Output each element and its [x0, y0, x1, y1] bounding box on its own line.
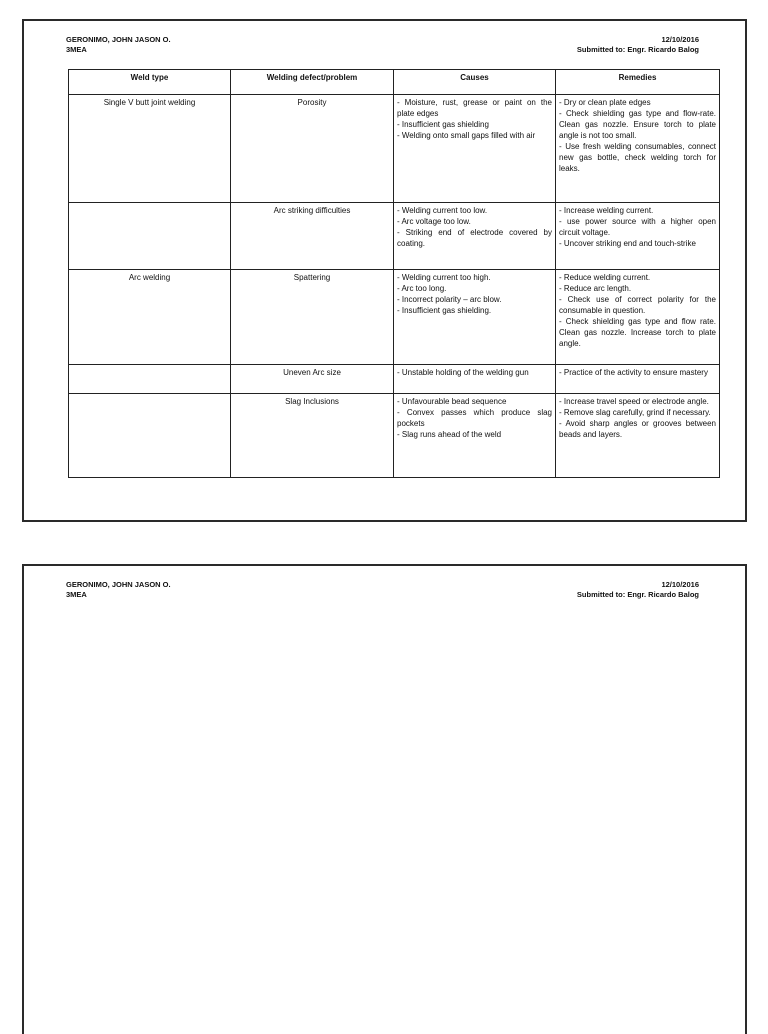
weld-type-cell	[69, 365, 231, 394]
remedy-item: - Remove slag carefully, grind if necessary.	[559, 408, 711, 417]
weld-type-cell: Single V butt joint welding	[69, 95, 231, 203]
cause-item: - Slag runs ahead of the weld	[397, 430, 502, 439]
defect-cell: Arc striking difficulties	[231, 203, 394, 270]
remedy-item: - Check use of correct polarity for the consumable in question.	[559, 295, 716, 315]
submission-date: 12/10/2016	[661, 35, 699, 44]
defect-cell: Slag Inclusions	[231, 394, 394, 478]
causes-cell	[394, 203, 556, 270]
defect-cell: Porosity	[231, 95, 394, 203]
defect-cell: Uneven Arc size	[231, 365, 394, 394]
submitted-to: Submitted to: Engr. Ricardo Balog	[576, 590, 699, 599]
remedies-cell	[556, 394, 720, 478]
document-page-2	[22, 564, 747, 1034]
causes-cell	[394, 394, 556, 478]
remedies-cell	[556, 203, 720, 270]
cause-item: - Arc voltage too low.	[397, 217, 471, 226]
defect-cell: Spattering	[231, 270, 394, 365]
column-header-remedies: Remedies	[556, 70, 720, 95]
remedy-item: - Reduce arc length.	[559, 284, 632, 293]
remedy-item: - Uncover striking end and touch-strike	[559, 239, 696, 248]
cause-item: - Unstable holding of the welding gun	[397, 368, 529, 377]
remedies-cell	[556, 95, 720, 203]
table-header-row	[69, 70, 720, 95]
causes-cell	[394, 95, 556, 203]
causes-cell	[394, 365, 556, 394]
column-header-causes: Causes	[394, 70, 556, 95]
remedy-item: - Increase welding current.	[559, 206, 654, 215]
header-left	[66, 580, 171, 600]
causes-cell	[394, 270, 556, 365]
column-header-weld-type: Weld type	[69, 70, 231, 95]
cause-item: - Unfavourable bead sequence	[397, 397, 507, 406]
table-row	[69, 270, 720, 365]
remedies-cell	[556, 365, 720, 394]
table-row	[69, 203, 720, 270]
remedy-item: - Reduce welding current.	[559, 273, 651, 282]
welding-defects-table	[68, 69, 720, 478]
cause-item: - Convex passes which produce slag pockets	[397, 408, 552, 428]
cause-item: - Incorrect polarity – arc blow.	[397, 295, 502, 304]
cause-item: - Striking end of electrode covered by coating.	[397, 228, 552, 248]
submission-date: 12/10/2016	[661, 580, 699, 589]
header-right	[577, 35, 699, 55]
cause-item: - Moisture, rust, grease or paint on the plate edges	[397, 98, 552, 118]
remedy-item: - Practice of the activity to ensure mastery	[559, 368, 708, 377]
cause-item: - Arc too long.	[397, 284, 447, 293]
table-row	[69, 95, 720, 203]
weld-type-cell	[69, 203, 231, 270]
document-page-1	[22, 19, 747, 522]
cause-item: - Welding onto small gaps filled with air	[397, 131, 536, 140]
weld-type-cell: Arc welding	[69, 270, 231, 365]
cause-item: - Insufficient gas shielding.	[397, 306, 492, 315]
submitted-to: Submitted to: Engr. Ricardo Balog	[576, 45, 699, 54]
remedy-item: - use power source with a higher open circuit voltage.	[559, 217, 716, 237]
cause-item: - Welding current too high.	[397, 273, 491, 282]
remedy-item: - Use fresh welding consumables, connect new gas bottle, check welding torch for leaks.	[559, 142, 716, 173]
student-section: 3MEA	[66, 590, 87, 599]
weld-type-cell	[69, 394, 231, 478]
header-left	[66, 35, 171, 55]
remedy-item: - Dry or clean plate edges	[559, 98, 651, 107]
student-name: GERONIMO, JOHN JASON O.	[66, 580, 171, 589]
cause-item: - Insufficient gas shielding	[397, 120, 489, 129]
column-header-defect: Welding defect/problem	[231, 70, 394, 95]
remedies-cell	[556, 270, 720, 365]
remedy-item: - Increase travel speed or electrode angle.	[559, 397, 709, 406]
table-row	[69, 365, 720, 394]
header-right	[577, 580, 699, 600]
remedy-item: - Check shielding gas type and flow-rate. Clean gas nozzle. Ensure torch to plate angle is not too small.	[559, 109, 716, 140]
student-section: 3MEA	[66, 45, 87, 54]
student-name: GERONIMO, JOHN JASON O.	[66, 35, 171, 44]
remedy-item: - Avoid sharp angles or grooves between beads and layers.	[559, 419, 716, 439]
cause-item: - Welding current too low.	[397, 206, 488, 215]
table-row	[69, 394, 720, 478]
remedy-item: - Check shielding gas type and flow rate. Clean gas nozzle. Increase torch to plate angle.	[559, 317, 716, 348]
